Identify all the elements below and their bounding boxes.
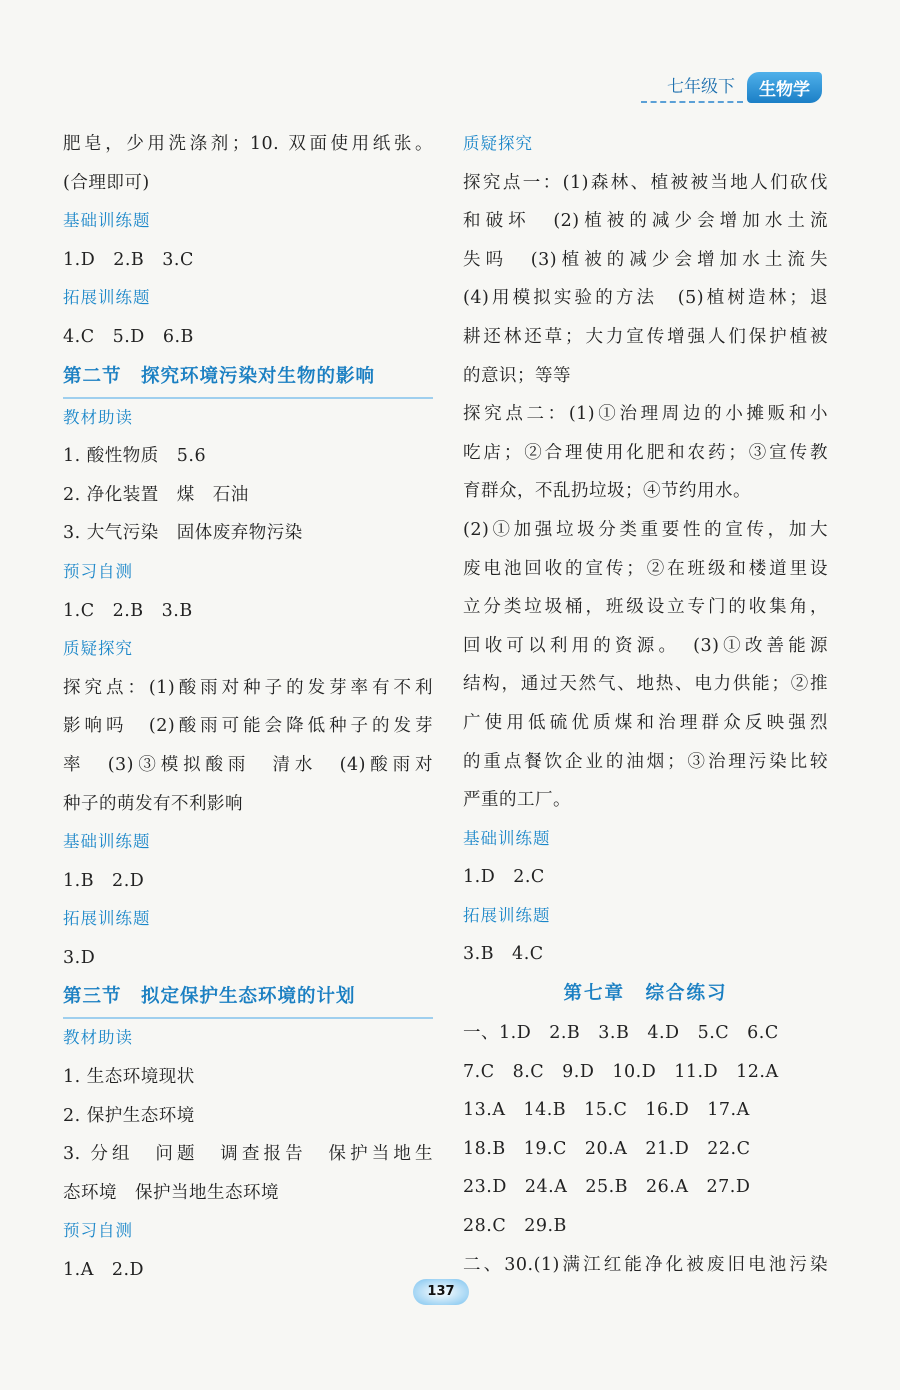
subsection-label: 基础训练题 <box>63 832 151 852</box>
subsection-label: 预习自测 <box>63 561 133 581</box>
subsection-label: 质疑探究 <box>63 639 133 659</box>
page-number: 137 <box>413 1279 469 1305</box>
text-line: 的意识；等等 <box>463 365 571 386</box>
subsection-label: 拓展训练题 <box>63 909 151 929</box>
subsection-label: 教材助读 <box>63 1028 133 1048</box>
text-line: 立分类垃圾桶，班级设立专门的收集角， <box>463 597 828 618</box>
text-line: 探究点一：(1)森林、植被被当地人们砍伐 <box>463 172 828 193</box>
chapter-heading: 第七章 综合练习 <box>563 983 728 1005</box>
subsection-label: 拓展训练题 <box>63 288 151 308</box>
subsection-label: 拓展训练题 <box>463 905 551 925</box>
subject-badge: 生物学 <box>747 72 822 103</box>
subsection-label: 基础训练题 <box>63 211 151 231</box>
text-line: 28.C 29.B <box>463 1216 567 1237</box>
text-line: 1.C 2.B 3.B <box>63 600 193 621</box>
text-line: 1.D 2.B 3.C <box>63 249 194 270</box>
text-line: 回收可以利用的资源。 (3)①改善能源 <box>463 635 828 656</box>
text-line: 4.C 5.D 6.B <box>63 326 194 347</box>
text-line: 结构，通过天然气、地热、电力供能；②推 <box>463 674 828 695</box>
section-heading: 第三节 拟定保护生态环境的计划 <box>63 977 433 1019</box>
text-line: 失吗 (3)植被的减少会增加水土流失 <box>463 249 828 270</box>
text-line: 肥皂，少用洗涤剂；10. 双面使用纸张。 <box>63 134 433 154</box>
text-line: 1. 生态环境现状 <box>63 1067 195 1088</box>
text-line: 率 (3)③模拟酸雨 清水 (4)酸雨对 <box>63 754 433 775</box>
text-line: 种子的萌发有不利影响 <box>63 793 243 814</box>
text-line: 广使用低硫优质煤和治理群众反映强烈 <box>463 712 828 733</box>
text-line: 3.B 4.C <box>463 944 544 965</box>
left-column <box>63 125 433 1290</box>
subsection-label: 教材助读 <box>63 407 133 427</box>
text-line: 2. 净化装置 煤 石油 <box>63 484 249 505</box>
running-header <box>641 72 822 103</box>
text-line: 13.A 14.B 15.C 16.D 17.A <box>463 1100 750 1121</box>
text-line: 探究点：(1)酸雨对种子的发芽率有不利 <box>63 677 433 698</box>
text-line: (2)①加强垃圾分类重要性的宣传，加大 <box>463 519 828 540</box>
text-line: 3. 分组 问题 调查报告 保护当地生 <box>63 1144 433 1165</box>
text-line: 1.A 2.D <box>63 1260 145 1281</box>
text-line: 和破坏 (2)植被的减少会增加水土流 <box>463 211 828 232</box>
right-column <box>463 125 828 1284</box>
text-line: 态环境 保护当地生态环境 <box>63 1182 279 1203</box>
text-line: 18.B 19.C 20.A 21.D 22.C <box>463 1138 751 1159</box>
text-line: 影响吗 (2)酸雨可能会降低种子的发芽 <box>63 716 433 737</box>
text-line: 废电池回收的宣传；②在班级和楼道里设 <box>463 558 828 579</box>
text-line: 严重的工厂。 <box>463 790 571 811</box>
text-line: 1. 酸性物质 5.6 <box>63 446 207 467</box>
text-line: 3. 大气污染 固体废弃物污染 <box>63 523 303 544</box>
subsection-label: 预习自测 <box>63 1221 133 1241</box>
text-line: 一、1.D 2.B 3.B 4.D 5.C 6.C <box>463 1023 779 1044</box>
text-line: 耕还林还草；大力宣传增强人们保护植被 <box>463 326 828 347</box>
text-line: 二、30.(1)满江红能净化被废旧电池污染 <box>463 1254 828 1275</box>
text-line: 3.D <box>63 947 96 968</box>
text-line: 7.C 8.C 9.D 10.D 11.D 12.A <box>463 1061 779 1082</box>
text-line: 探究点二：(1)①治理周边的小摊贩和小 <box>463 404 828 425</box>
text-line: 1.B 2.D <box>63 870 145 891</box>
text-line: (合理即可) <box>63 172 150 193</box>
text-line: 23.D 24.A 25.B 26.A 27.D <box>463 1177 751 1198</box>
text-line: 的重点餐饮企业的油烟；③治理污染比较 <box>463 751 828 772</box>
text-line: 育群众，不乱扔垃圾；④节约用水。 <box>463 481 751 502</box>
grade-label: 七年级下 <box>641 72 743 103</box>
text-line: 1.D 2.C <box>463 867 545 888</box>
text-line: (4)用模拟实验的方法 (5)植树造林；退 <box>463 288 828 309</box>
subsection-label: 质疑探究 <box>463 134 533 153</box>
subsection-label: 基础训练题 <box>463 828 551 848</box>
section-heading: 第二节 探究环境污染对生物的影响 <box>63 357 433 399</box>
text-line: 2. 保护生态环境 <box>63 1105 195 1126</box>
text-line: 吃店；②合理使用化肥和农药；③宣传教 <box>463 442 828 463</box>
